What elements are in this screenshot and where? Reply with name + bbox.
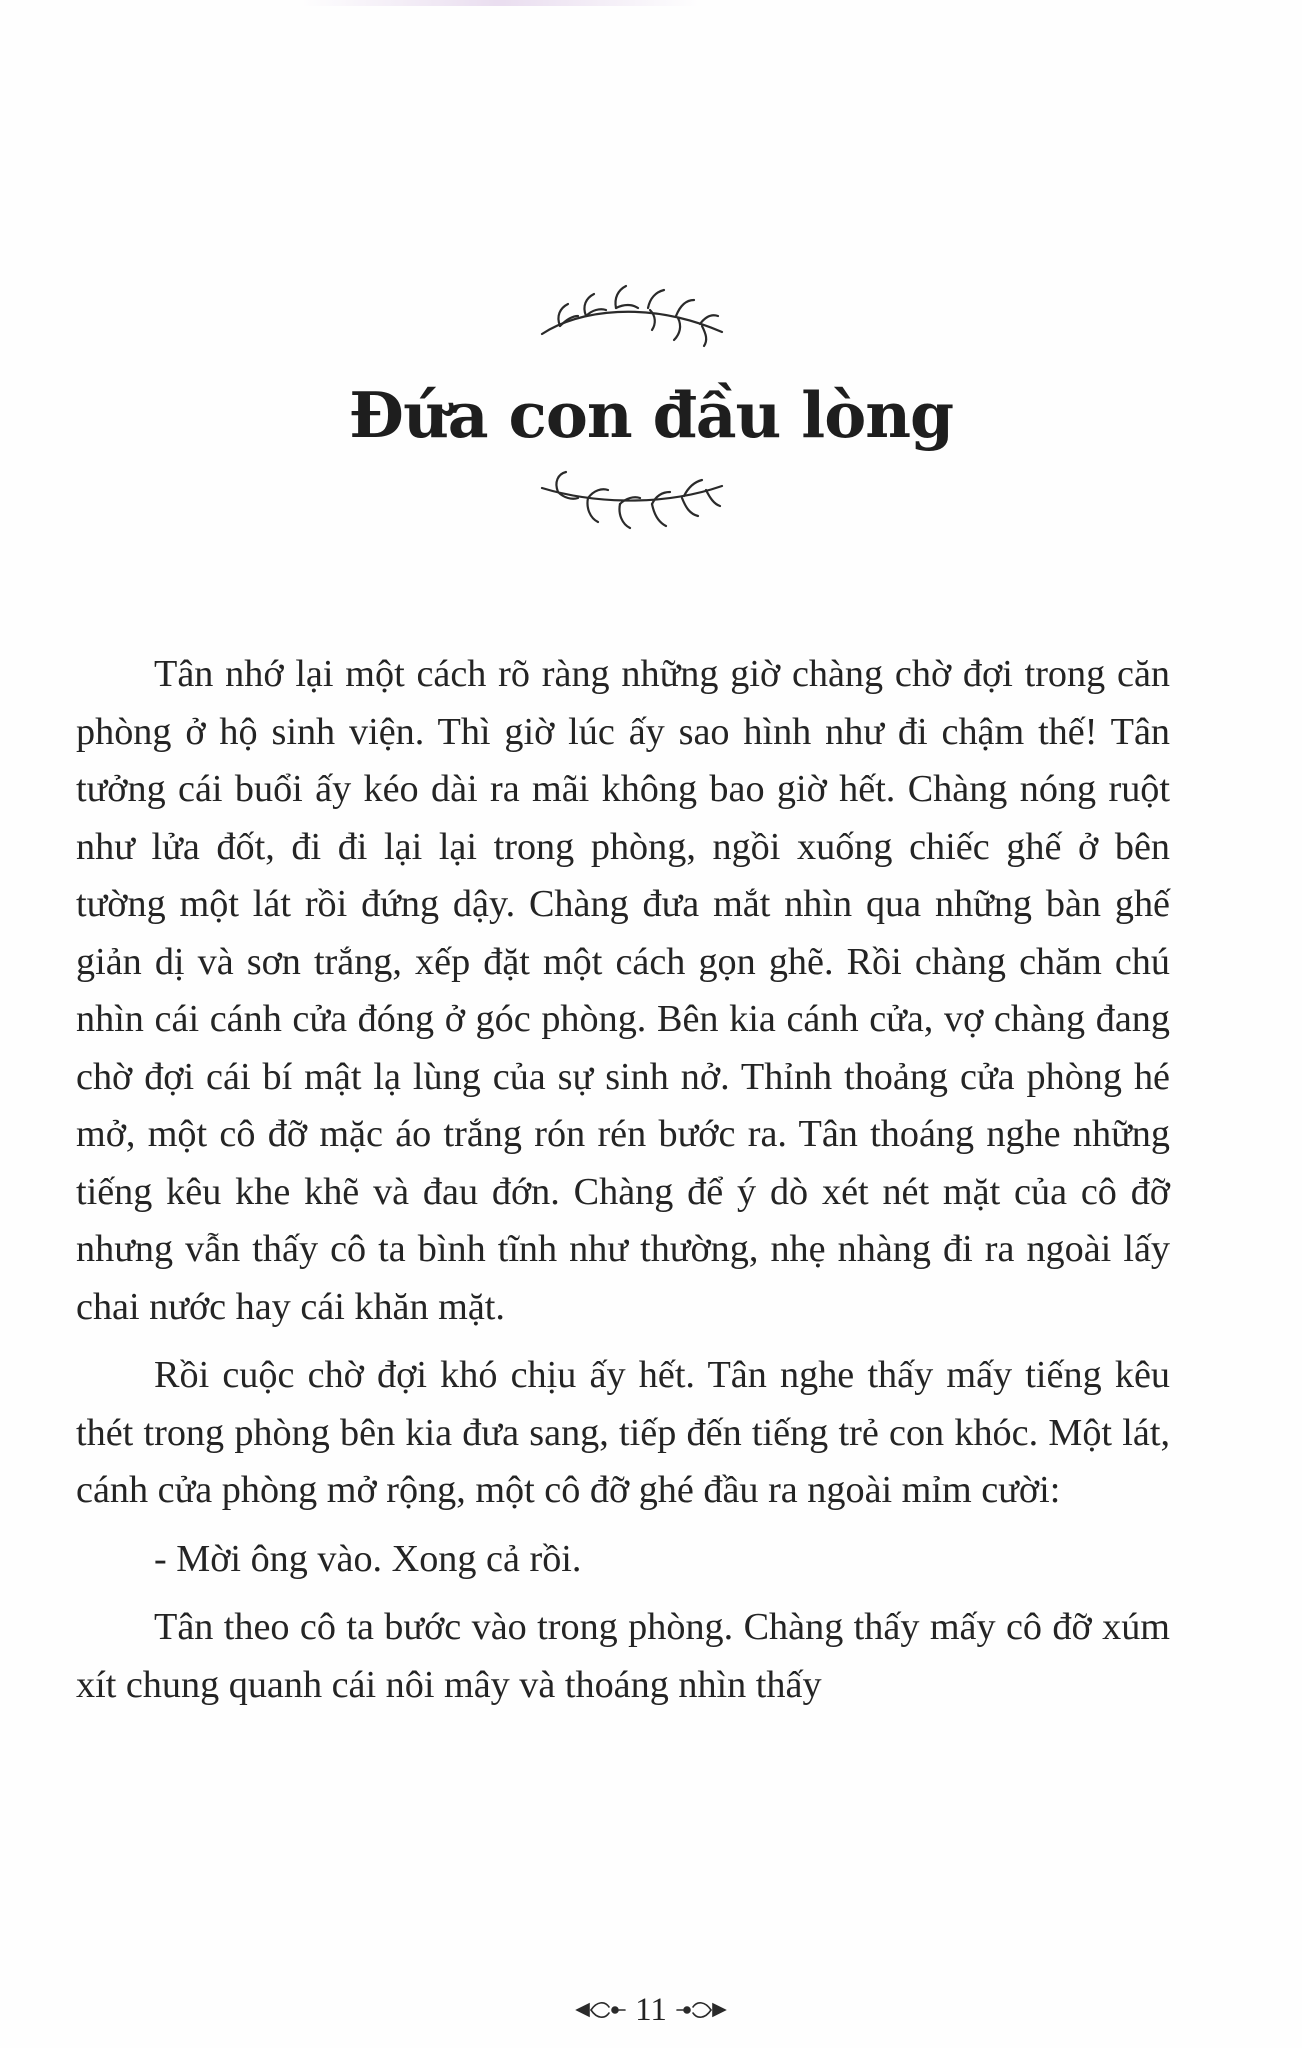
leaf-branch-icon (538, 282, 726, 352)
chapter-title: Đứa con đầu lòng (348, 378, 954, 452)
paragraph: Tân theo cô ta bước vào trong phòng. Chàng thấy mấy cô đỡ xúm xít chung quanh cái nôi mây và thoáng nhìn thấy (76, 1606, 1170, 1706)
paragraph: Rồi cuộc chờ đợi khó chịu ấy hết. Tân nghe thấy mấy tiếng kêu thét trong phòng bên kia đưa sang, tiếp đến tiếng trẻ con khóc. Một lát, cánh cửa phòng mở rộng, một cô đỡ ghé đầu ra ngoài mỉm cười: (76, 1354, 1170, 1511)
page-edge-tint (300, 0, 700, 6)
chapter-body (76, 646, 1170, 1725)
floral-flourish-icon (675, 1995, 727, 2025)
paragraph: Tân nhớ lại một cách rõ ràng những giờ chàng chờ đợi trong căn phòng ở hộ sinh viện. Thì giờ lúc ấy sao hình như đi chậm thế! Tân tưởng cái buổi ấy kéo dài ra mãi không bao giờ hết. Chàng nóng ruột như lửa đốt, đi đi lại lại trong phòng, ngồi xuống chiếc ghế ở bên tường một lát rồi đứng dậy. Chàng đưa mắt nhìn qua những bàn ghế giản dị và sơn trắng, xếp đặt một cách gọn ghẽ. Rồi chàng chăm chú nhìn cái cánh cửa đóng ở góc phòng. Bên kia cánh cửa, vợ chàng đang chờ đợi cái bí mật lạ lùng của sự sinh nở. Thỉnh thoảng cửa phòng hé mở, một cô đỡ mặc áo trắng rón rén bước ra. Tân thoáng nghe những tiếng kêu khe khẽ và đau đớn. Chàng để ý dò xét nét mặt của cô đỡ nhưng vẫn thấy cô ta bình tĩnh như thường, nhẹ nhàng đi ra ngoài lấy chai nước hay cái khăn mặt. (76, 653, 1170, 1328)
page-number: 11 (635, 1992, 667, 2028)
leaf-branch-icon (538, 468, 726, 538)
floral-flourish-icon (575, 1995, 627, 2025)
page-footer (0, 1988, 1302, 2032)
dialogue-line: - Mời ông vào. Xong cả rồi. (154, 1537, 582, 1580)
